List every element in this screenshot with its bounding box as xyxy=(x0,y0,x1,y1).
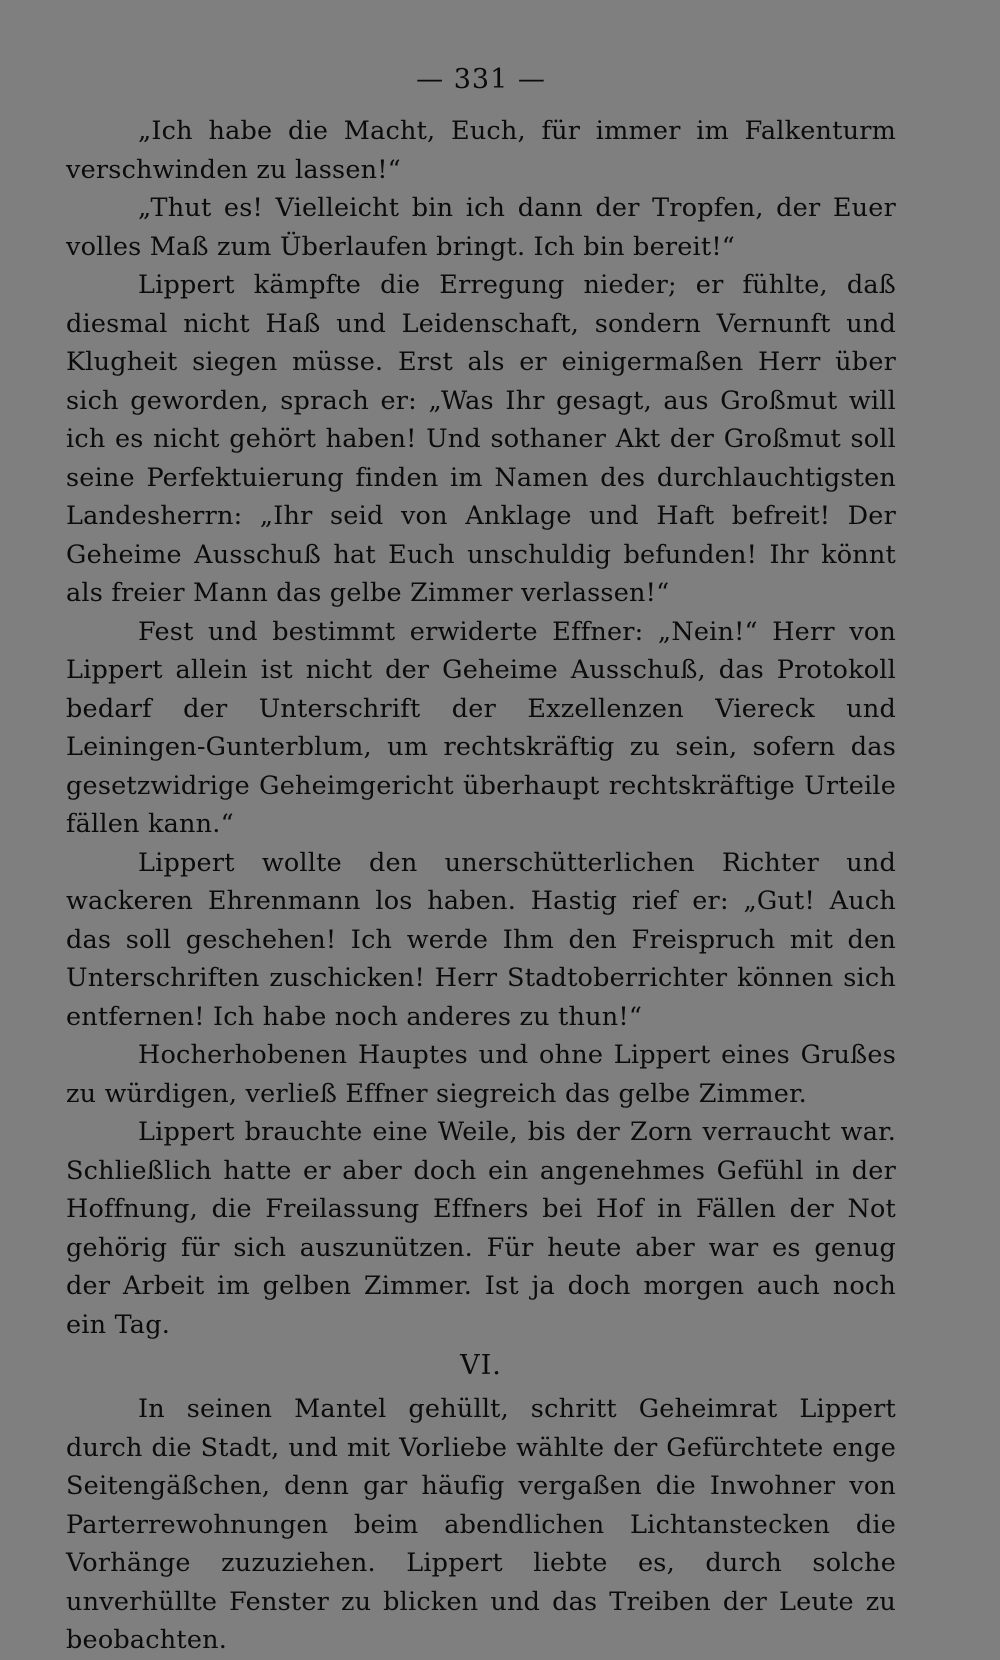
paragraph: Lippert wollte den unerschütterlichen Richter und wackeren Ehrenmann los haben. Hastig rief er: „Gut! Auch das soll geschehen! Ich werde Ihm den Freispruch mit den Unterschriften zuschicken! Herr Stadtoberrichter können sich entfernen! Ich habe noch anderes zu thun!“ xyxy=(66,847,896,1032)
paragraph: Fest und bestimmt erwiderte Effner: „Nein!“ Herr von Lippert allein ist nicht der Geheime Ausschuß, das Protokoll bedarf der Unterschrift der Exzellenzen Viereck und Leiningen-Gunterblum, um rechtskräftig zu sein, sofern das gesetzwidrige Geheimgericht überhaupt rechtskräftige Urteile fällen kann.“ xyxy=(66,616,896,839)
paragraph: Lippert kämpfte die Erregung nieder; er fühlte, daß diesmal nicht Haß und Leidenschaft, sondern Vernunft und Klugheit siegen müsse. Erst als er einigermaßen Herr über sich geworden, sprach er: „Was Ihr gesagt, aus Großmut will ich es nicht gehört haben! Und sothaner Akt der Großmut soll seine Perfektuierung finden im Namen des durchlauchtigsten Landesherrn: „Ihr seid von Anklage und Haft befreit! Der Geheime Ausschuß hat Euch unschuldig befunden! Ihr könnt als freier Mann das gelbe Zimmer verlassen!“ xyxy=(66,270,896,608)
paragraph: In seinen Mantel gehüllt, schritt Geheimrat Lippert durch die Stadt, und mit Vorliebe wählte der Gefürchtete enge Seitengäßchen, denn gar häufig vergaßen die Inwohner von Parterrewohnungen beim abendlichen Lichtanstecken die Vorhänge zuzuziehen. Lippert liebte es, durch solche unverhüllte Fenster zu blicken und das Treiben der Leute zu beobachten. xyxy=(66,1394,896,1655)
paragraph: Lippert brauchte eine Weile, bis der Zorn verraucht war. Schließlich hatte er aber doch ein angenehmes Gefühl in der Hoffnung, die Freilassung Effners bei Hof in Fällen der Not gehörig für sich auszunützen. Für heute aber war es genug der Arbeit im gelben Zimmer. Ist ja doch morgen auch noch ein Tag. xyxy=(66,1117,896,1340)
chapter-heading: VI. xyxy=(460,1350,502,1381)
paragraph: „Ich habe die Macht, Euch, für immer im Falkenturm verschwinden zu lassen!“ xyxy=(66,116,896,185)
paragraph: „Thut es! Vielleicht bin ich dann der Tropfen, der Euer volles Maß zum Überlaufen bringt. Ich bin bereit!“ xyxy=(66,193,896,262)
book-page xyxy=(66,58,896,1660)
paragraph: Hocherhobenen Hauptes und ohne Lippert eines Grußes zu würdigen, verließ Effner siegreich das gelbe Zimmer. xyxy=(66,1040,896,1109)
page-number: — 331 — xyxy=(416,64,546,95)
